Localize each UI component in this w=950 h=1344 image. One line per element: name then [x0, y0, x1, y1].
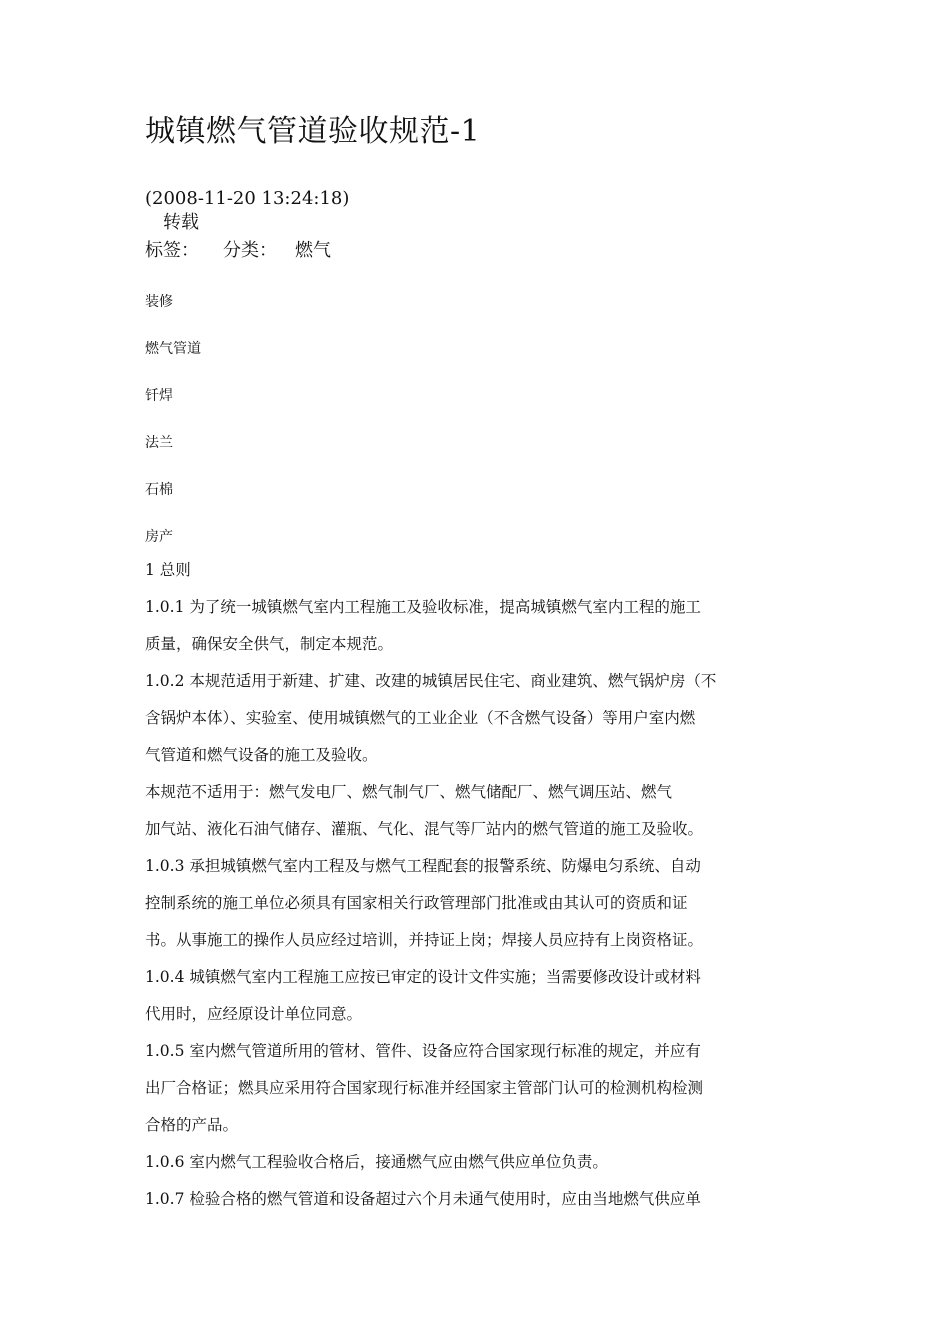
- tag-item: 法兰: [145, 435, 173, 451]
- category-label: 分类：: [223, 240, 277, 261]
- body-line: 1.0.7 检验合格的燃气管道和设备超过六个月未通气使用时，应由当地燃气供应单: [145, 1190, 701, 1208]
- category-value: 燃气: [295, 240, 331, 261]
- page-title: 城镇燃气管道验收规范-1: [145, 114, 481, 149]
- tag-item: 石棉: [145, 482, 173, 498]
- body-line: 1.0.1 为了统一城镇燃气室内工程施工及验收标准，提高城镇燃气室内工程的施工: [145, 598, 701, 616]
- body-line: 1.0.2 本规范适用于新建、扩建、改建的城镇居民住宅、商业建筑、燃气锅炉房（不: [145, 672, 717, 690]
- body-line: 合格的产品。: [145, 1116, 239, 1134]
- body-line: 加气站、液化石油气储存、灌瓶、气化、混气等厂站内的燃气管道的施工及验收。: [145, 820, 704, 838]
- post-date: (2008-11-20 13:24:18): [145, 188, 350, 209]
- body-line: 气管道和燃气设备的施工及验收。: [145, 746, 378, 764]
- body-line: 质量，确保安全供气，制定本规范。: [145, 635, 394, 653]
- labels-row: [145, 239, 331, 263]
- body-line: 1.0.5 室内燃气管道所用的管材、管件、设备应符合国家现行标准的规定，并应有: [145, 1042, 701, 1060]
- body-line: 1.0.6 室内燃气工程验收合格后，接通燃气应由燃气供应单位负责。: [145, 1153, 608, 1171]
- body-line: 控制系统的施工单位必须具有国家相关行政管理部门批准或由其认可的资质和证: [145, 894, 688, 912]
- tag-item: 房产: [145, 529, 173, 545]
- document-body: [145, 556, 785, 1222]
- body-line: 1.0.3 承担城镇燃气室内工程及与燃气工程配套的报警系统、防爆电匀系统、自动: [145, 857, 701, 875]
- body-line: 1.0.4 城镇燃气室内工程施工应按已审定的设计文件实施；当需要修改设计或材料: [145, 968, 701, 986]
- body-line: 本规范不适用于：燃气发电厂、燃气制气厂、燃气储配厂、燃气调压站、燃气: [145, 783, 673, 801]
- tag-label: 标签：: [145, 240, 199, 261]
- body-line: 出厂合格证；燃具应采用符合国家现行标准并经国家主管部门认可的检测机构检测: [145, 1079, 704, 1097]
- body-line: 含锅炉本体）、实验室、使用城镇燃气的工业企业（不含燃气设备）等用户室内燃: [145, 709, 696, 727]
- tag-item: 装修: [145, 294, 173, 310]
- tag-item: 燃气管道: [145, 341, 201, 357]
- body-line: 代用时，应经原设计单位同意。: [145, 1005, 363, 1023]
- repost-label: 转载: [163, 212, 199, 233]
- body-line: 书。从事施工的操作人员应经过培训，并持证上岗；焊接人员应持有上岗资格证。: [145, 931, 704, 949]
- section-heading: 1 总则: [145, 561, 191, 579]
- tag-item: 钎焊: [145, 388, 173, 404]
